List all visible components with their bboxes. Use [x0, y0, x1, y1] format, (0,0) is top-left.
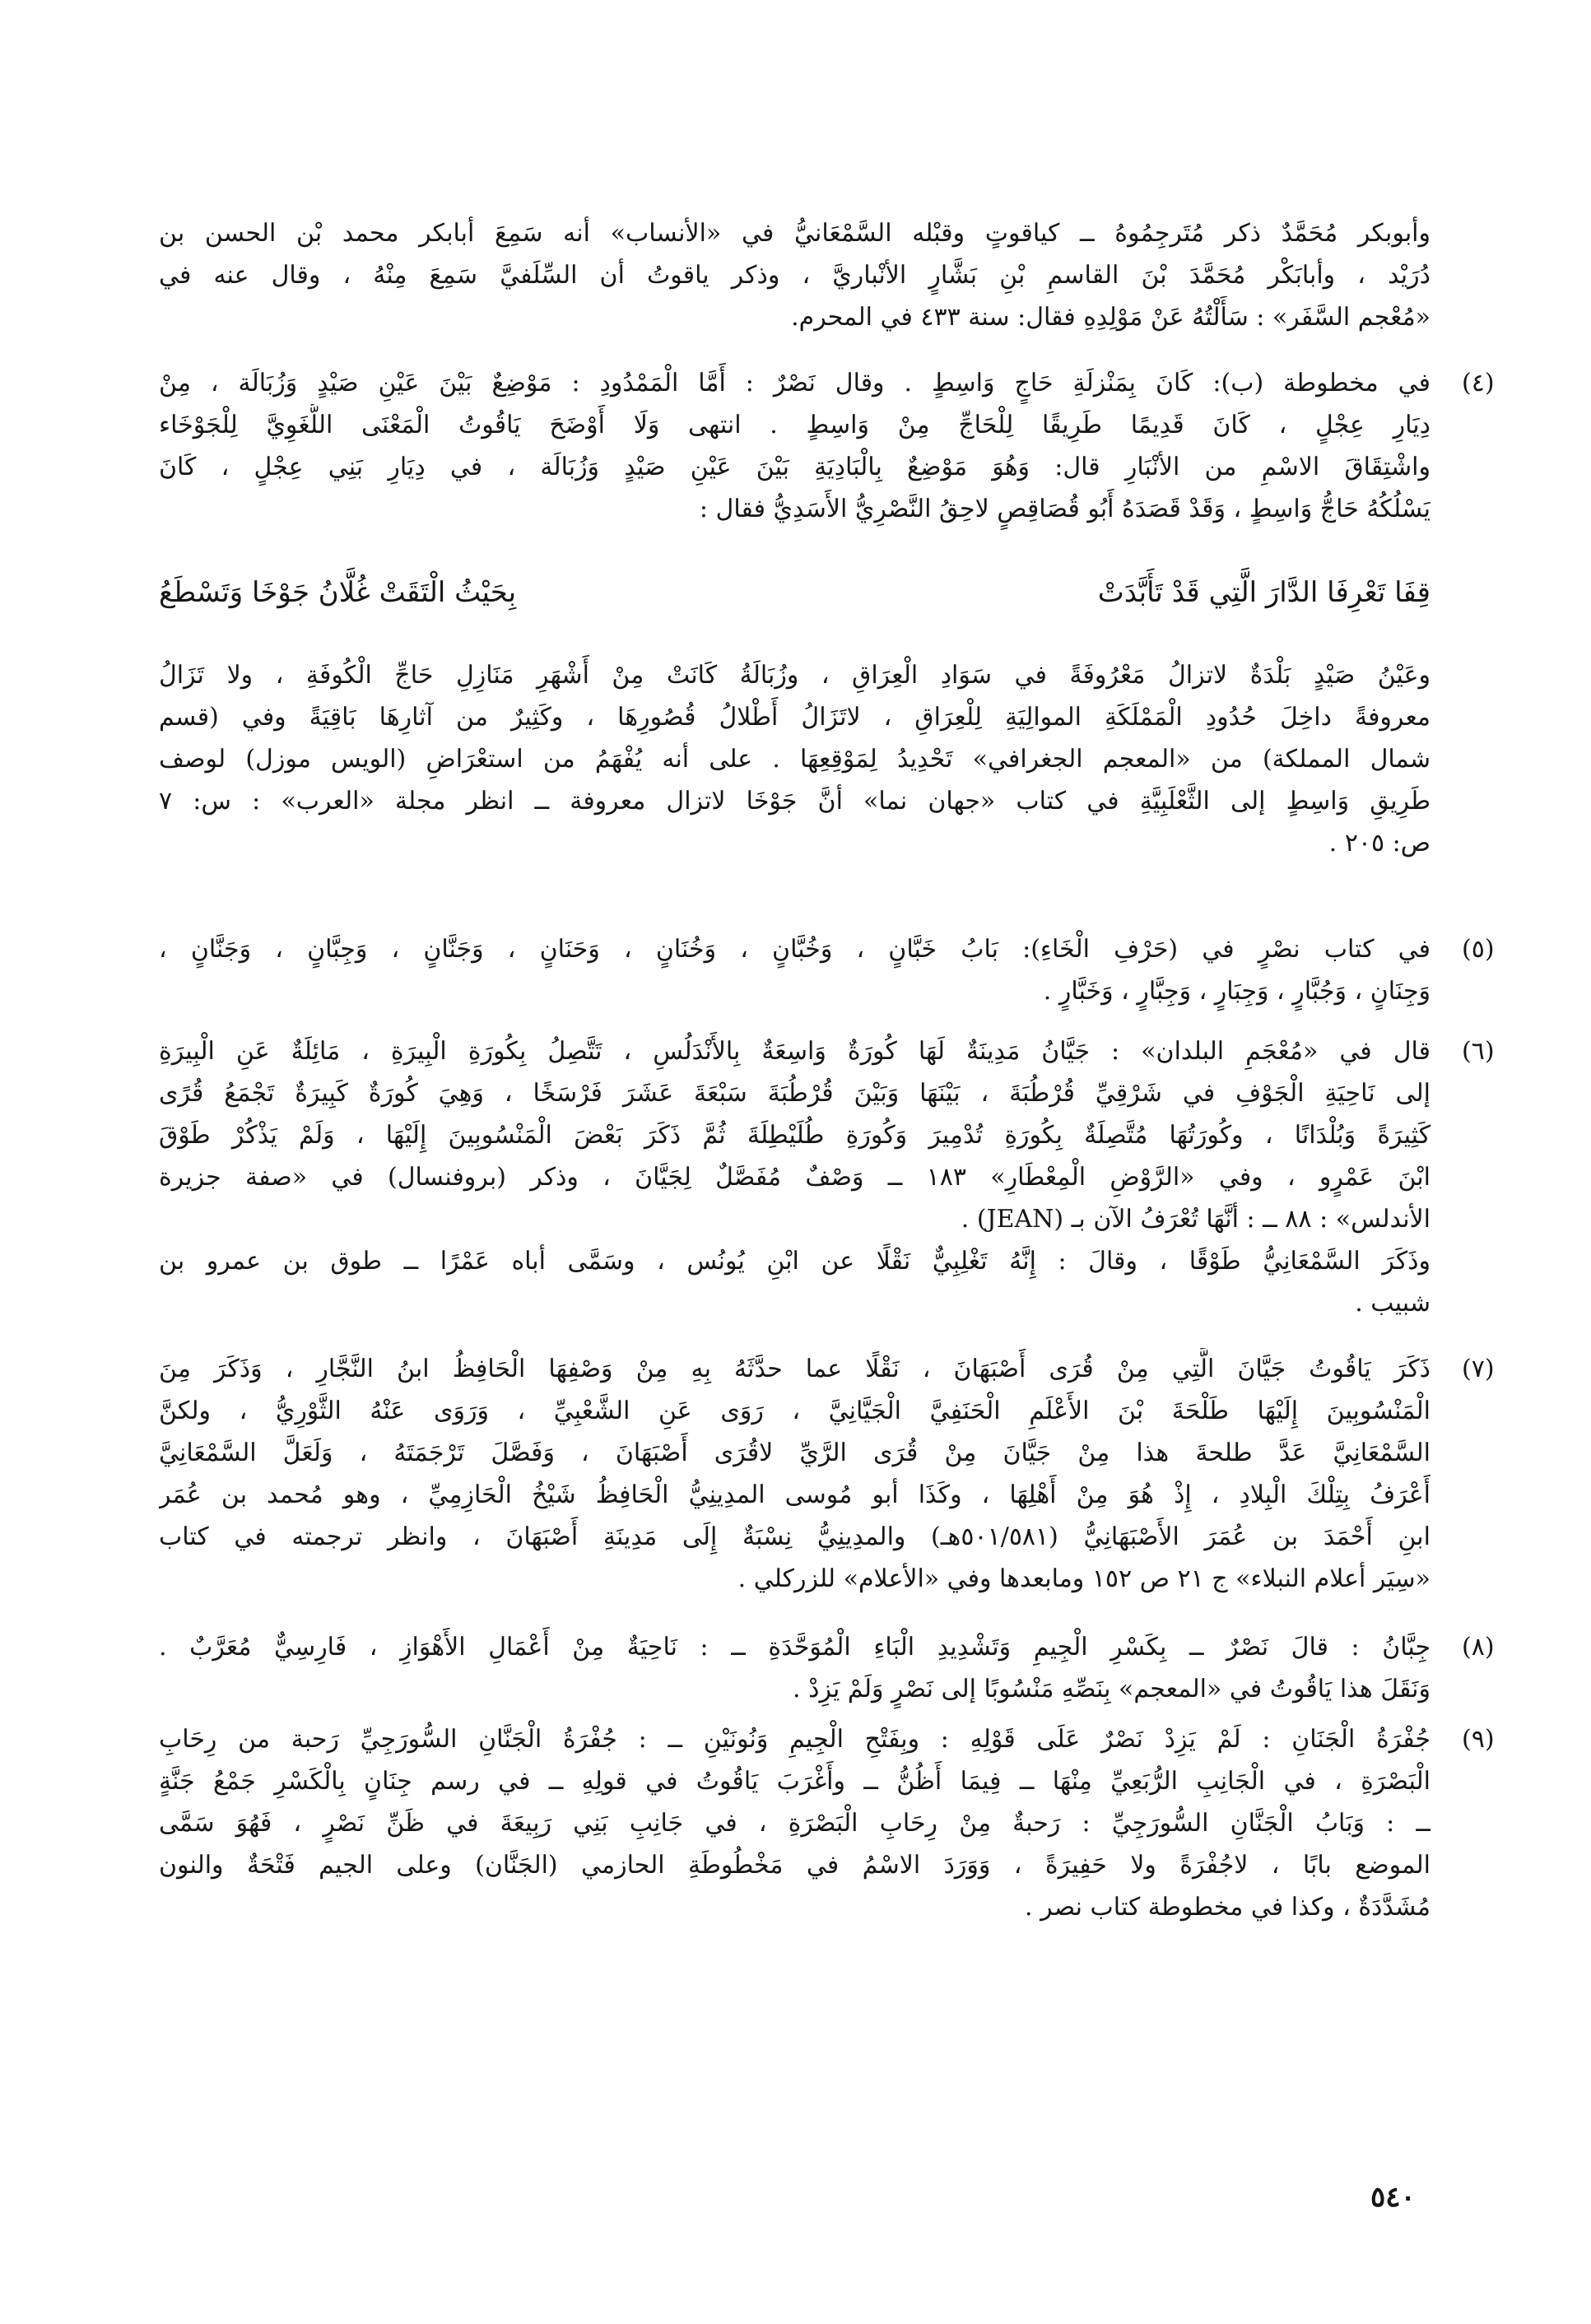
note-line: وعَيْنُ صَيْدٍ بَلْدَةٌ لاتزالُ مَعْرُوفَةً في سَوَادِ الْعِرَاقِ ، وزُبَالَةُ كَانَتْ مِنْ أَشْهَرِ مَنَازِلِ حَاجِّ الْكُوفَةِ ، ولا تَزَالُ: [159, 661, 1431, 690]
note-line: إلى نَاحِيَةِ الْجَوْفِ في شَرْقِيِّ قُرْطُبَةَ ، بَيْنَهَا وَبَيْنَ قُرْطُبَةَ سَبْعَةَ عَشَرَ فَرْسَخًا ، وَهِيَ كُورَةٌ كَبِيرَةٌ تَجْمَعُ قُرًى: [159, 1079, 1431, 1108]
note-line: قال في «مُعْجَمِ البلدان» : جَيَّانُ مَدِينَةٌ لَهَا كُورَةٌ وَاسِعَةٌ بِالأَنْدَلُسِ ، تَتَّصِلُ بِكُورَةِ الْبِيرَةِ ، مَائِلَةٌ عَنِ الْبِيرَةِ: [159, 1037, 1431, 1066]
footnote-8: [159, 1626, 1495, 1710]
note-line: شبيب .: [1355, 1289, 1431, 1318]
note-line: ابْنَ عَمْرٍو ، وفي «الرَّوْضِ الْمِعْطَارِ» ١٨٣ ــ وَصْفٌ مُفَصَّلٌ لِجَيَّانَ ، وذكر (بروفنسال) في «صفة جزيرة: [159, 1163, 1431, 1192]
note-line: في مخطوطة (ب): كَانَ بِمَنْزلَةِ حَاجٍ وَاسِطٍ . وقال نَصْرٌ : أَمَّا الْمَمْدُودِ : مَوْضِعٌ بَيْنَ عَيْنِ صَيْدٍ وَزُبَالَة ، مِنْ: [159, 369, 1431, 397]
note-line: دِيَارِ عِجْلٍ ، كَانَ قَدِيمًا طَرِيقًا لِلْحَاجِّ مِنْ وَاسِطٍ . انتهى وَلَا أَوْضَحَ يَاقُوتُ الْمَعْنَى اللُّغَوِيَّ لِلْجَوْخَاء: [159, 411, 1431, 439]
note-line: وَجِنَانٍ ، وَجُبَّارٍ ، وَجِبَارٍ ، وَجِبَّارٍ ، وَخَبَّارٍ .: [1043, 977, 1431, 1006]
note-line: وذَكَرَ السَّمْعَانِيُّ طَوْقًا ، وقالَ : إِنَّهُ تَغْلِبِيٌّ نَقْلًا عن ابْنِ يُونُس ، وسَمَّى أباه عَمْرًا ــ طوق بن عمرو بن: [159, 1247, 1431, 1276]
note-line: وَنَقَلَ هذا يَاقُوتُ في «المعجم» بِنَصِّهِ مَنْسُوبًا إلى نَصْرٍ وَلَمْ يَزِدْ .: [793, 1675, 1431, 1703]
footnote-6: [159, 1030, 1495, 1324]
intro-line: «مُعْجم السَّفَر» : سَأَلْتُهُ عَنْ مَوْلِدِهِ فقال: سنة ٤٣٣ في المحرم.: [791, 303, 1431, 332]
note-line: واشْتِقَاقَ الاسْمِ من الأنْبَارِ قال: وَهُوَ مَوْضِعٌ بِالْبَادِيَةِ بَيْنَ عَيْنِ صَيْدٍ وَزُبَالَة ، في دِيَارِ بَنِي عِجْلٍ ، كَانَ: [159, 453, 1431, 481]
poetry-verse: [159, 568, 1431, 617]
note-line: في كتاب نصْرٍ في (حَرْفِ الْخَاءِ): بَابُ خَبَّانٍ ، وَخُبَّانٍ ، وَخُنَانٍ ، وَحَنَانٍ ، وَجَنَّانٍ ، وَجِبَّانٍ ، وَجَنَّانٍ ،: [159, 935, 1431, 964]
footnote-9: [159, 1718, 1495, 1928]
note-line: الموضع بابًا ، لاجُفْرَةً ولا حَفِيرَةً ، وَوَرَدَ الاسْمُ في مَخْطُوطَةِ الحازمي (الجَنَّان) وعلى الجيم فَتْحَةٌ والنون: [159, 1851, 1431, 1880]
note-line: جِبَّانُ : قالَ نَصْرٌ ــ بِكَسْرِ الْجِيمِ وَتَشْدِيدِ الْبَاءِ الْمُوَحَّدَةِ ــ : نَاحِيَةٌ مِنْ أَعْمَالِ الأَهْوَازِ ، فَارِسِيٌّ مُعَرَّبٌ .: [159, 1633, 1431, 1662]
note-line: ــ : وَبَابُ الْجَنَّانِ السُّورَجِيِّ : رَحبةٌ مِنْ رِحَابِ الْبَصْرَةِ ، في جَانِبِ بَنِي رَبِيعَةَ في ظَنِّ نَصْرٍ ، فَهُوَ سَمَّى: [159, 1809, 1431, 1838]
note-line: أَعْرَفُ بِتِلْكَ الْبِلادِ ، إِذْ هُوَ مِنْ أَهْلِهَا ، وكَذَا أبو مُوسى المدِينِيُّ الْحَافِظُ شَيْخُ الْحَازِمِيِّ ، وهو مُحمد بن عُمَر: [159, 1480, 1431, 1509]
note-line: الأندلس» : ٨٨ ــ : أنَّهَا تُعْرَفُ الآن بـ (JEAN) .: [961, 1205, 1431, 1234]
note-line: ابنِ أَحْمَدَ بن عُمَرَ الأَصْبَهَانِيُّ (٥٠١/٥٨١هـ) والمدِينِيُّ نِسْبَةٌ إِلَى مَدِينَةِ أَصْبَهَانَ ، وانظر ترجمته في كتاب: [159, 1522, 1431, 1551]
note-line: ذَكَرَ يَاقُوتُ جَيَّانَ الَّتِي مِنْ قُرَى أَصْبَهَانَ ، نَقْلًا عما حدَّثَهُ بِهِ مِنْ وَصْفِهَا الْحَافِظُ ابنُ النَّجَّارِ ، وَذَكَرَ مِنَ: [159, 1355, 1431, 1383]
note-number: (٤): [1462, 369, 1495, 397]
footnote-7: [159, 1348, 1495, 1600]
note-line: جُفْرَةُ الْجَنَانِ : لَمْ يَزِدْ نَصْرٌ عَلَى قَوْلِهِ : وبِفَتْحِ الْجِيمِ وَنُونَيْنِ ــ : جُفْرَةُ الْجَنَّانِ السُّورَجِيِّ رَحبة من رِحَابِ: [159, 1725, 1431, 1754]
note-line: كَثِيرَةً وَبُلْدَانًا ، وكُورَتُهَا مُتَّصِلَةٌ بِكُورَةِ تُدْمِيرَ وَكُورَةِ طُلَيْطِلَةَ ثُمَّ ذَكَرَ بَعْضَ الْمَنْسُوبِينَ إِلَيْهَا ، وَلَمْ يَذْكُرْ طَوْقَ: [159, 1121, 1431, 1150]
note-number: (٨): [1462, 1633, 1495, 1662]
note-line: مُشَدَّدَةٌ ، وكذا في مخطوطة كتاب نصر .: [1025, 1893, 1431, 1922]
verse-first-hemistich: قِفَا تَعْرِفَا الدَّارَ الَّتِي قَدْ تَأَبَّدَتْ: [1097, 576, 1431, 609]
note-line: طَرِيقِ وَاسِطٍ إلى الثَّعْلَبِيَّةِ في كتاب «جهان نما» أنَّ جَوْخَا لاتزال معروفة ــ انظر مجلة «العرب» : س: ٧: [159, 787, 1431, 816]
note-line: «سِيَر أعلام النبلاء» ج ٢١ ص ١٥٢ ومابعدها وفي «الأعلام» للزركلي .: [737, 1564, 1431, 1593]
note-line: الْبَصْرَةِ ، في الْجَانِبِ الرُّبَعِيِّ مِنْهَا ــ فِيمَا أَظُنُّ ــ وأَغْرَبَ يَاقُوتُ في قولِهِ ــ في رسم جِنَانٍ بِالْكَسْرِ جَمْعُ جَنَّةٍ: [159, 1767, 1431, 1796]
intro-line: وأبوبكر مُحَمَّدٌ ذكر مُتَرجِمُوهُ ــ كياقوتٍ وقبْله السَّمْعَانيُّ في «الأنساب» أنه سَمِعَ أبابكر محمد بْن الحسن بن: [159, 219, 1431, 248]
verse-second-hemistich: بِحَيْثُ الْتَقَتْ غُلَّانُ جَوْخَا وَتَسْطَعُ: [159, 576, 517, 609]
page-number: ٥٤٠: [1370, 2181, 1416, 2214]
note-line: يَسْلُكُهُ حَاجُّ وَاسِطٍ ، وَقَدْ قَصَدَهُ أَبُو قُصَاقِصٍ لاحِقُ النَّصْرِيُّ الأَسَدِيُّ فقال :: [699, 495, 1431, 523]
intro-paragraph: [159, 212, 1431, 338]
note-number: (٦): [1462, 1037, 1495, 1066]
note-line: شمال المملكة) من «المعجم الجغرافي» تَحْدِيدُ لِمَوْقِعِهَا . على أنه يُفْهَمُ من استعْرَاضِ (الويس موزل) لوصف: [159, 745, 1431, 774]
note-number: (٧): [1462, 1355, 1495, 1383]
note-line: معروفةً داخِلَ حُدُودِ الْمَمْلَكَةِ الموالِيَةِ لِلْعِرَاقِ ، لاتَزَالُ أَطْلالُ قُصُورِهَا ، وكَثِيرٌ من آثارِهَا بَاقِيَةً وفي (قسم: [159, 703, 1431, 732]
intro-line: دُرَيْد ، وأبابَكْر مُحَمَّدَ بْنَ القاسمِ بْنِ بَشَّارٍ الأنْباريَّ ، وذكر ياقوتُ أن السِّلَفيَّ سَمِعَ مِنْهُ ، وقال عنه في: [159, 261, 1431, 290]
note-number: (٥): [1462, 935, 1495, 964]
note-line: ص: ٢٠٥ .: [1328, 829, 1431, 858]
note-line: الْمَنْسُوبِينَ إِلَيْهَا طَلْحَةَ بْنَ الأَعْلَمِ الْحَنَفِيَّ الْجَيَّانِيَّ ، رَوَى عَنِ الشَّعْبِيِّ ، وَرَوَى عَنْهُ الثَّوْرِيُّ ، ولكنَّ: [159, 1397, 1431, 1425]
footnote-4: [159, 362, 1495, 530]
footnote-4-continued: [159, 654, 1431, 864]
note-line: السَّمْعَانِيَّ عَدَّ طلحةَ هذا مِنْ جَيَّانَ مِنْ قُرَى الرَّيِّ لاقُرَى أَصْبَهَانَ ، وَفَصَّلَ تَرْجَمَتَهُ ، وَلَعَلَّ السَّمْعَانِيَّ: [159, 1439, 1431, 1467]
note-number: (٩): [1462, 1725, 1495, 1754]
footnote-5: [159, 928, 1495, 1012]
